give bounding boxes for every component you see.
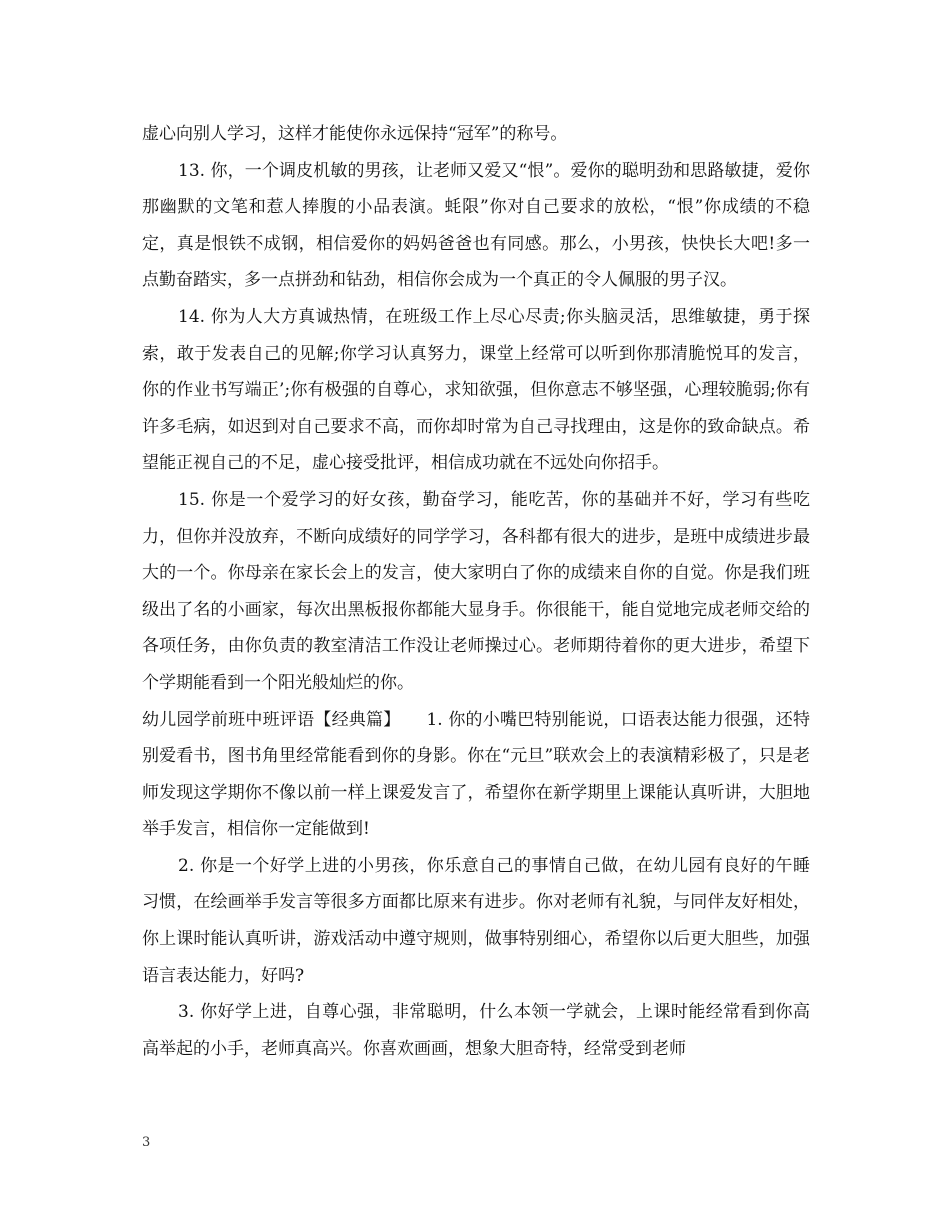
document-body	[142, 116, 810, 1067]
paragraph-item-14: 14. 你为人大方真诚热情，在班级工作上尽心尽责;你头脑灵活，思维敏捷，勇于探索，敢于发表自己的见解;你学习认真努力，课堂上经常可以听到你那清脆悦耳的发言，你的作业书写端正’;你有极强的自尊心，求知欲强，但你意志不够坚强，心理较脆弱;你有许多毛病，如迟到对自己要求不高，而你却时常为自己寻找理由，这是你的致命缺点。希望能正视自己的不足，虚心接受批评，相信成功就在不远处向你招手。	[142, 306, 810, 474]
paragraph-item-13: 13. 你，一个调皮机敏的男孩，让老师又爱又“恨”。爱你的聪明劲和思路敏捷，爱你那幽默的文笔和惹人捧腹的小品表演。蚝限”你对自己要求的放松，“恨”你成绩的不稳定，真是恨铁不成钢，相信爱你的妈妈爸爸也有同感。那么，小男孩，快快长大吧!多一点勤奋踏实，多一点拼劲和钻劲，相信你会成为一个真正的令人佩服的男子汉。	[142, 160, 810, 291]
paragraph-continuation: 虚心向别人学习，这样才能使你永远保持“冠军”的称号。	[142, 124, 568, 144]
section-heading-paragraph: 幼儿园学前班中班评语【经典篇】 1. 你的小嘴巴特别能说，口语表达能力很强，还特别爱看书，图书角里经常能看到你的身影。你在“元旦”联欢会上的表演精彩极了，只是老师发现这学期你不像以前一样上课爱发言了，希望你在新学期里上课能认真听讲，大胆地举手发言，相信你一定能做到!	[142, 709, 810, 840]
paragraph-item-3: 3. 你好学上进，自尊心强，非常聪明，什么本领一学就会，上课时能经常看到你高高举起的小手，老师真高兴。你喜欢画画，想象大胆奇特，经常受到老师	[142, 1002, 810, 1059]
paragraph-item-2: 2. 你是一个好学上进的小男孩，你乐意自己的事情自己做，在幼儿园有良好的午睡习惯，在绘画举手发言等很多方面都比原来有进步。你对老师有礼貌，与同伴友好相处，你上课时能认真听讲，游戏活动中遵守规则，做事特别细心，希望你以后更大胆些，加强语言表达能力，好吗?	[142, 855, 810, 986]
paragraph-item-15: 15. 你是一个爱学习的好女孩，勤奋学习，能吃苦，你的基础并不好，学习有些吃力，但你并没放弃，不断向成绩好的同学学习，各科都有很大的进步，是班中成绩进步最大的一个。你母亲在家长会上的发言，使大家明白了你的成绩来自你的自觉。你是我们班级出了名的小画家，每次出黑板报你都能大显身手。你很能干，能自觉地完成老师交给的各项任务，由你负责的教室清洁工作没让老师操过心。老师期待着你的更大进步，希望下个学期能看到一个阳光般灿烂的你。	[142, 489, 810, 693]
page-number: 3	[142, 1135, 151, 1150]
